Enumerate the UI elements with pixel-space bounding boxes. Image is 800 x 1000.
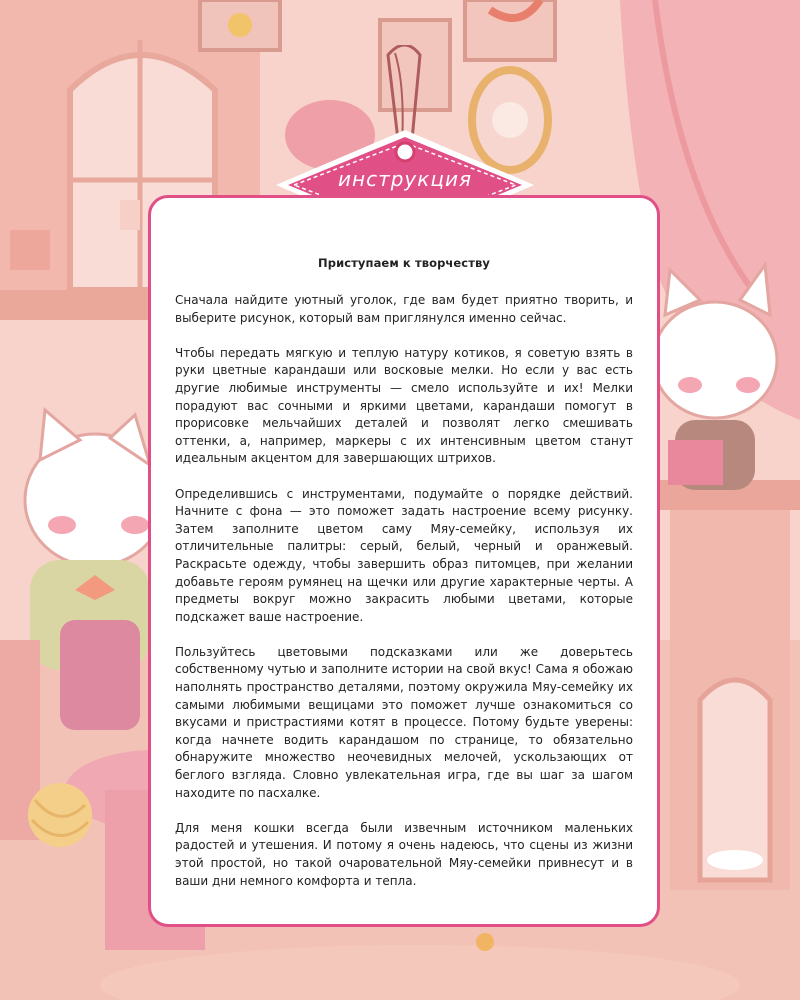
paragraph-tools: Чтобы передать мягкую и теплую натуру котиков, я советую взять в руки цветные карандаши или восковые мелки. Но если у вас есть другие любимые инструменты — смело используйте и их! Мелки порадуют вас сочными и яркими цветами, карандаши помогут в прорисовке мельчайших деталей и позволят легко смешивать оттенки, а, например, маркеры с их интенсивным цветом станут идеальным акцентом для завершающих штрихов.	[175, 345, 633, 466]
paragraph-order: Определившись с инструментами, подумайте о порядке действий. Начните с фона — это поможет задать настроение всему рисунку. Затем заполните цветом саму Мяу-семейку, используя их отличительные палитры: серый, белый, черный и оранжевый. Раскрасьте одежду, чтобы завершить образ питомцев, при желании добавьте героям румянец на щечки или другие характерные черты. А предметы вокруг можно закрасить любыми цветами, которые подскажет ваше настроение.	[175, 486, 633, 624]
paragraph-details: Пользуйтесь цветовыми подсказками или же доверьтесь собственному чутью и заполните истории на свой вкус! Сама я обожаю наполнять пространство деталями, поэтому окружила Мяу-семейку их самыми любимыми вещицами это поможет лучше ознакомиться со вкусами и пристрастиями котят в процессе. Потому будьте уверены: когда начнете водить карандашом по странице, то обязательно обнаружите множество неочевидных мелочей, ускользающих от беглого взгляда. Словно увлекательная игра, где вы шаг за шагом находите по пасхалке.	[175, 644, 633, 800]
card-title: Приступаем к творчеству	[318, 256, 490, 270]
tag-label: инструкция	[338, 167, 472, 191]
paragraph-closing: Для меня кошки всегда были извечным источником маленьких радостей и утешения. И потому я очень надеюсь, что сцены из жизни этой простой, но такой очаровательной Мяу-семейки привнесут и в ваши дни немного комфорта и тепла.	[175, 820, 633, 888]
instruction-card	[148, 195, 660, 927]
paragraph-intro: Сначала найдите уютный уголок, где вам будет приятно творить, и выберите рисунок, который вам приглянулся именно сейчас.	[175, 293, 633, 325]
